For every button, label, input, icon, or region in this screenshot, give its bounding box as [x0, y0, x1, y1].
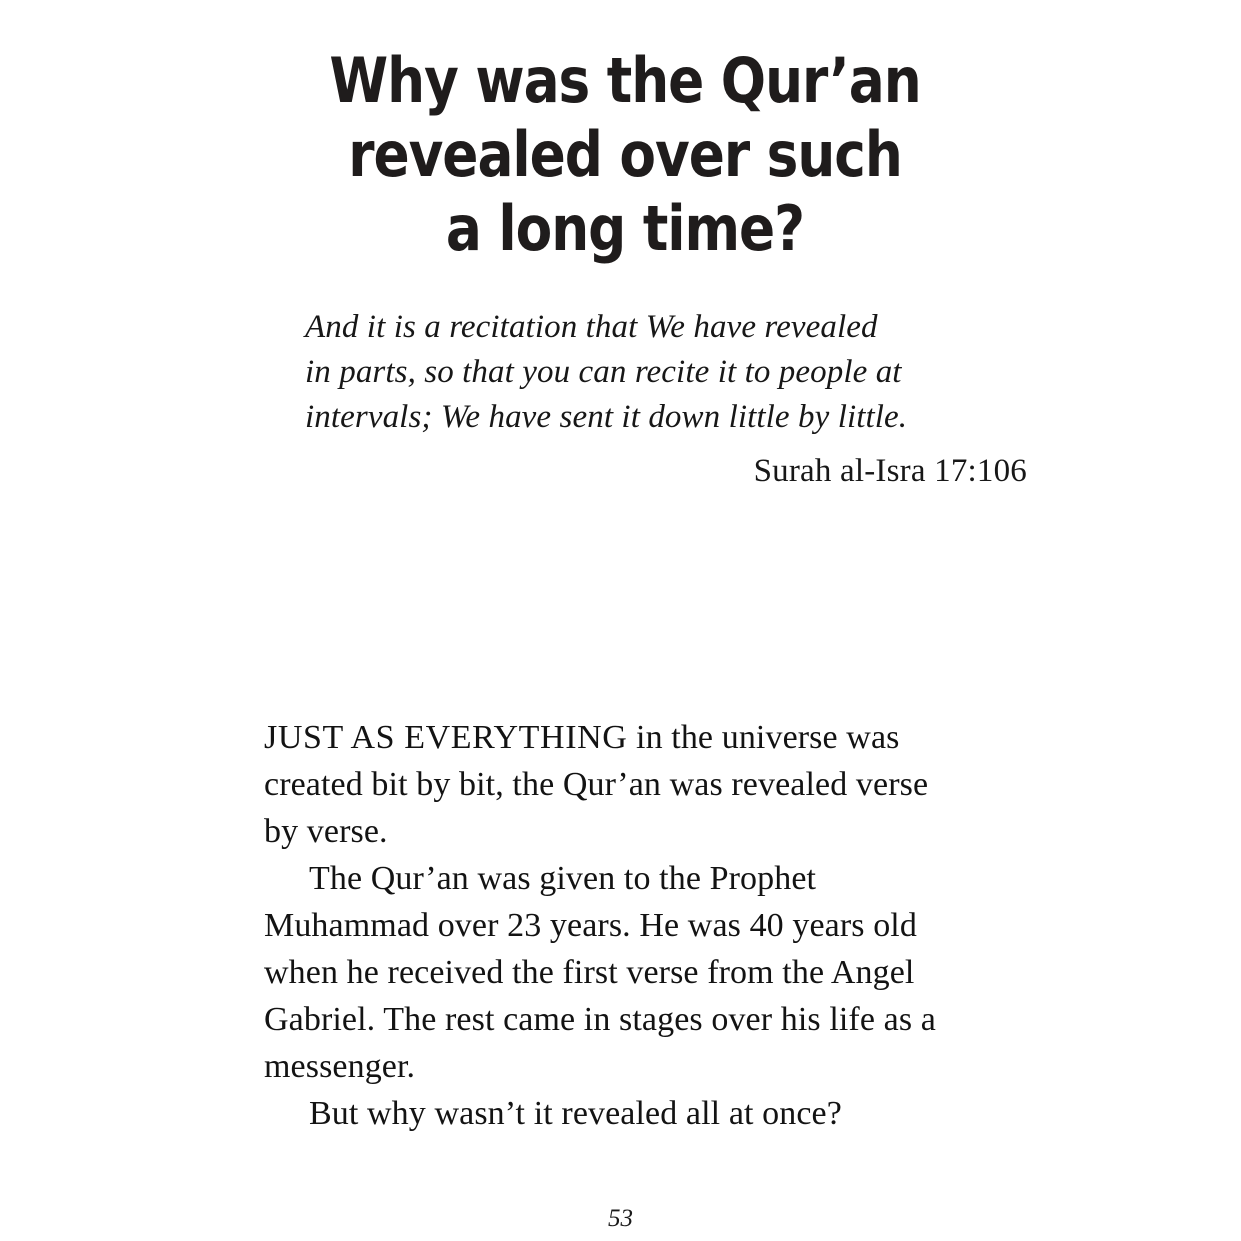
scripture-quote-line-3: intervals; We have sent it down little by little. [305, 399, 908, 435]
scripture-quote-line-1: And it is a recitation that We have revealed [305, 309, 878, 345]
page-title-line-3: a long time? [445, 191, 805, 265]
page-title-line-2: revealed over such [348, 117, 902, 191]
body-paragraph-1 [264, 714, 964, 855]
scripture-quote-line-2: in parts, so that you can recite it to people at [305, 354, 902, 390]
body-copy [264, 714, 964, 1137]
body-paragraph-2: The Qur’an was given to the Prophet Muhammad over 23 years. He was 40 years old when he received the first verse from the Angel Gabriel. The rest came in stages over his life as a messenger. [264, 860, 936, 1085]
page-title-line-1: Why was the Qur’an [329, 43, 921, 117]
scripture-quote-attribution: Surah al-Isra 17:106 [753, 453, 1027, 489]
body-paragraph-1-text: in the universe was created bit by bit, the Qur’an was revealed verse by verse. [264, 719, 929, 850]
page-number: 53 [608, 1205, 633, 1232]
scripture-quote-text [305, 305, 1027, 440]
page-title [303, 44, 948, 266]
scripture-quote-block [305, 305, 1027, 493]
body-paragraph-3: But why wasn’t it revealed all at once? [309, 1095, 842, 1132]
body-lead-caps: JUST AS EVERYTHING [264, 719, 628, 756]
